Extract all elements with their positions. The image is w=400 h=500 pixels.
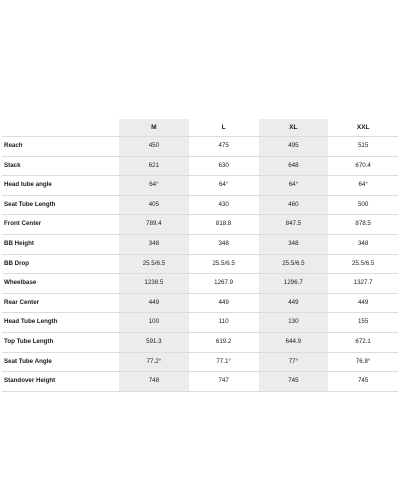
row-label: Stack [2, 156, 119, 176]
row-label: Wheelbase [2, 274, 119, 294]
geometry-table [2, 119, 398, 392]
cell-xxl: 76.8° [328, 352, 398, 372]
cell-xl: 495 [259, 137, 329, 157]
cell-m: 1238.5 [119, 274, 189, 294]
cell-l: 1267.9 [189, 274, 259, 294]
cell-xl: 449 [259, 293, 329, 313]
cell-xl: 460 [259, 195, 329, 215]
cell-xl: 648 [259, 156, 329, 176]
row-label: Head Tube Length [2, 313, 119, 333]
table-row [2, 137, 398, 157]
cell-m: 25.5/6.5 [119, 254, 189, 274]
cell-m: 450 [119, 137, 189, 157]
header-size-xl: XL [259, 119, 329, 137]
table-row [2, 156, 398, 176]
cell-xxl: 25.5/6.5 [328, 254, 398, 274]
table-row [2, 313, 398, 333]
row-label: Standover Height [2, 372, 119, 392]
header-corner [2, 119, 119, 137]
cell-l: 430 [189, 195, 259, 215]
row-label: Reach [2, 137, 119, 157]
cell-m: 348 [119, 234, 189, 254]
row-label: Front Center [2, 215, 119, 235]
cell-l: 818.8 [189, 215, 259, 235]
cell-xl: 644.9 [259, 332, 329, 352]
cell-l: 64° [189, 176, 259, 196]
cell-xxl: 64° [328, 176, 398, 196]
cell-m: 64° [119, 176, 189, 196]
header-size-xxl: XXL [328, 119, 398, 137]
header-size-l: L [189, 119, 259, 137]
row-label: BB Drop [2, 254, 119, 274]
cell-l: 619.2 [189, 332, 259, 352]
table-row [2, 176, 398, 196]
cell-m: 449 [119, 293, 189, 313]
cell-xxl: 878.5 [328, 215, 398, 235]
cell-m: 789.4 [119, 215, 189, 235]
cell-l: 475 [189, 137, 259, 157]
table-row [2, 234, 398, 254]
table-row [2, 293, 398, 313]
cell-xxl: 155 [328, 313, 398, 333]
table-row [2, 195, 398, 215]
row-label: Head tube angle [2, 176, 119, 196]
cell-xl: 1296.7 [259, 274, 329, 294]
table-row [2, 332, 398, 352]
cell-xxl: 449 [328, 293, 398, 313]
cell-l: 630 [189, 156, 259, 176]
cell-m: 405 [119, 195, 189, 215]
table-row [2, 352, 398, 372]
cell-m: 77.2° [119, 352, 189, 372]
cell-xl: 847.5 [259, 215, 329, 235]
cell-xxl: 500 [328, 195, 398, 215]
cell-xl: 77° [259, 352, 329, 372]
table-row [2, 254, 398, 274]
header-row [2, 119, 398, 137]
cell-xl: 348 [259, 234, 329, 254]
row-label: BB Height [2, 234, 119, 254]
cell-l: 348 [189, 234, 259, 254]
table-row [2, 274, 398, 294]
cell-m: 748 [119, 372, 189, 392]
table-row [2, 372, 398, 392]
cell-xxl: 515 [328, 137, 398, 157]
row-label: Rear Center [2, 293, 119, 313]
cell-xxl: 670.4 [328, 156, 398, 176]
cell-l: 25.5/6.5 [189, 254, 259, 274]
cell-xl: 130 [259, 313, 329, 333]
cell-l: 449 [189, 293, 259, 313]
row-label: Top Tube Length [2, 332, 119, 352]
cell-l: 110 [189, 313, 259, 333]
cell-l: 747 [189, 372, 259, 392]
cell-xxl: 745 [328, 372, 398, 392]
cell-xxl: 1327.7 [328, 274, 398, 294]
cell-xxl: 672.1 [328, 332, 398, 352]
cell-xxl: 348 [328, 234, 398, 254]
header-size-m: M [119, 119, 189, 137]
table-row [2, 215, 398, 235]
cell-xl: 64° [259, 176, 329, 196]
row-label: Seat Tube Angle [2, 352, 119, 372]
cell-m: 100 [119, 313, 189, 333]
cell-m: 621 [119, 156, 189, 176]
row-label: Seat Tube Length [2, 195, 119, 215]
cell-xl: 745 [259, 372, 329, 392]
cell-xl: 25.5/6.5 [259, 254, 329, 274]
cell-m: 591.3 [119, 332, 189, 352]
cell-l: 77.1° [189, 352, 259, 372]
